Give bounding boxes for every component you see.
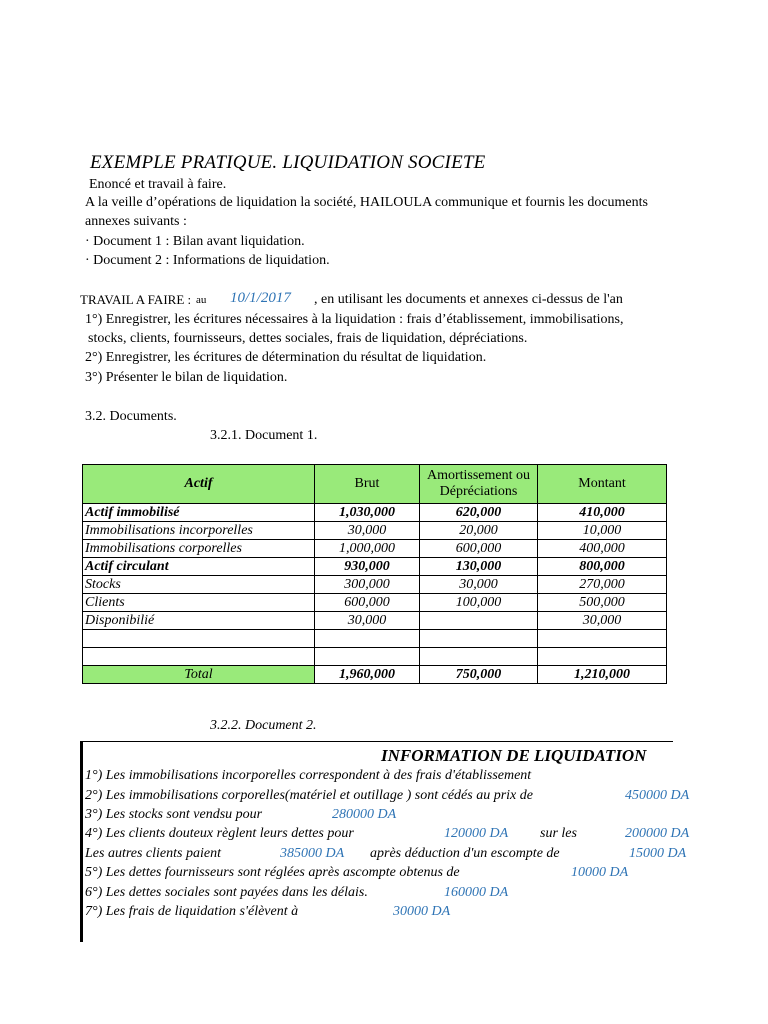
row-label: Disponibilié [83,612,315,630]
row-label: Immobilisations incorporelles [83,522,315,540]
total-label: Total [83,666,315,684]
info-line-2-value: 450000 DA [625,788,690,803]
info-line-4-connector: sur les [540,826,577,841]
info-line-6: 5°) Les dettes fournisseurs sont réglées après ascompte obtenus de [85,865,460,880]
documents-heading: 3.2. Documents. [85,409,177,424]
task-1a: 1°) Enregistrer, les écritures nécessaires à la liquidation : frais d’établissement, immobilisations, [85,312,624,327]
table-row [83,522,667,540]
liquidation-info-box [80,741,690,942]
header-montant: Montant [538,465,667,504]
info-line-1: 1°) Les immobilisations incorporelles correspondent à des frais d'établissement [85,768,532,783]
doc2-heading: 3.2.2. Document 2. [210,718,317,733]
row-montant: 400,000 [538,540,667,558]
row-amort [420,630,538,648]
row-amort [420,648,538,666]
total-amort: 750,000 [420,666,538,684]
row-amort: 100,000 [420,594,538,612]
row-montant [538,648,667,666]
row-label [83,648,315,666]
table-row [83,558,667,576]
row-brut: 30,000 [315,522,420,540]
row-montant: 410,000 [538,504,667,522]
table-total-row [83,666,667,684]
task-2: 2°) Enregistrer, les écritures de détermination du résultat de liquidation. [85,350,487,365]
table-row [83,540,667,558]
row-amort: 30,000 [420,576,538,594]
row-montant: 800,000 [538,558,667,576]
header-brut: Brut [315,465,420,504]
doc1-item: · Document 1 : Bilan avant liquidation. [85,234,305,249]
header-amortissement: Amortissement ou Dépréciations [420,465,538,504]
table-row [83,612,667,630]
row-brut: 30,000 [315,612,420,630]
row-amort: 600,000 [420,540,538,558]
intro-line-2: annexes suivants : [85,214,187,229]
row-amort: 620,000 [420,504,538,522]
enonce-text: Enoncé et travail à faire. [89,177,227,192]
row-brut: 300,000 [315,576,420,594]
row-montant: 30,000 [538,612,667,630]
travail-label: TRAVAIL A FAIRE : [80,292,192,307]
info-line-5-text: après déduction d'un escompte de [370,846,560,861]
doc2-item: · Document 2 : Informations de liquidation. [85,253,330,268]
intro-line-1: A la veille d’opérations de liquidation la société, HAILOULA communique et fournis les documents [85,195,648,210]
row-amort: 130,000 [420,558,538,576]
row-label [83,630,315,648]
row-brut: 1,000,000 [315,540,420,558]
info-line-5-value-2: 15000 DA [629,846,687,861]
row-label: Actif immobilisé [83,504,315,522]
info-line-3: 3°) Les stocks sont vendsu pour [85,807,263,822]
row-label: Stocks [83,576,315,594]
table-row [83,594,667,612]
row-brut: 600,000 [315,594,420,612]
travail-au: au [196,294,207,306]
total-brut: 1,960,000 [315,666,420,684]
doc1-heading: 3.2.1. Document 1. [210,428,318,443]
row-brut: 930,000 [315,558,420,576]
table-row [83,504,667,522]
row-brut [315,630,420,648]
row-montant [538,630,667,648]
table-header-row [83,465,667,504]
row-brut: 1,030,000 [315,504,420,522]
info-line-2: 2°) Les immobilisations corporelles(matériel et outillage ) sont cédés au prix de [85,788,533,803]
row-label: Clients [83,594,315,612]
travail-rest: , en utilisant les documents et annexes ci-dessus de l'an [314,292,623,307]
row-montant: 10,000 [538,522,667,540]
row-montant: 270,000 [538,576,667,594]
info-line-7-value: 160000 DA [444,885,509,900]
info-heading: INFORMATION DE LIQUIDATION [381,746,647,765]
row-amort: 20,000 [420,522,538,540]
page-title: EXEMPLE PRATIQUE. LIQUIDATION SOCIETE [90,152,486,173]
row-montant: 500,000 [538,594,667,612]
info-line-4-value: 120000 DA [444,826,509,841]
row-amort [420,612,538,630]
info-line-3-value: 280000 DA [332,807,397,822]
task-3: 3°) Présenter le bilan de liquidation. [85,370,288,385]
task-1b: stocks, clients, fournisseurs, dettes sociales, frais de liquidation, dépréciations. [88,331,528,346]
info-line-5: Les autres clients paient [85,846,221,861]
header-actif: Actif [83,465,315,504]
total-montant: 1,210,000 [538,666,667,684]
info-line-4: 4°) Les clients douteux règlent leurs dettes pour [85,826,354,841]
row-brut [315,648,420,666]
info-line-4-value-2: 200000 DA [625,826,690,841]
info-line-8: 7°) Les frais de liquidation s'élèvent à [85,904,299,919]
row-label: Actif circulant [83,558,315,576]
table-row-empty [83,630,667,648]
info-line-5-value: 385000 DA [280,846,345,861]
info-line-6-value: 10000 DA [571,865,629,880]
table-row [83,576,667,594]
table-row-empty [83,648,667,666]
info-line-7: 6°) Les dettes sociales sont payées dans les délais. [85,885,368,900]
travail-date: 10/1/2017 [230,290,291,306]
bilan-table [82,464,667,684]
info-line-8-value: 30000 DA [393,904,451,919]
row-label: Immobilisations corporelles [83,540,315,558]
